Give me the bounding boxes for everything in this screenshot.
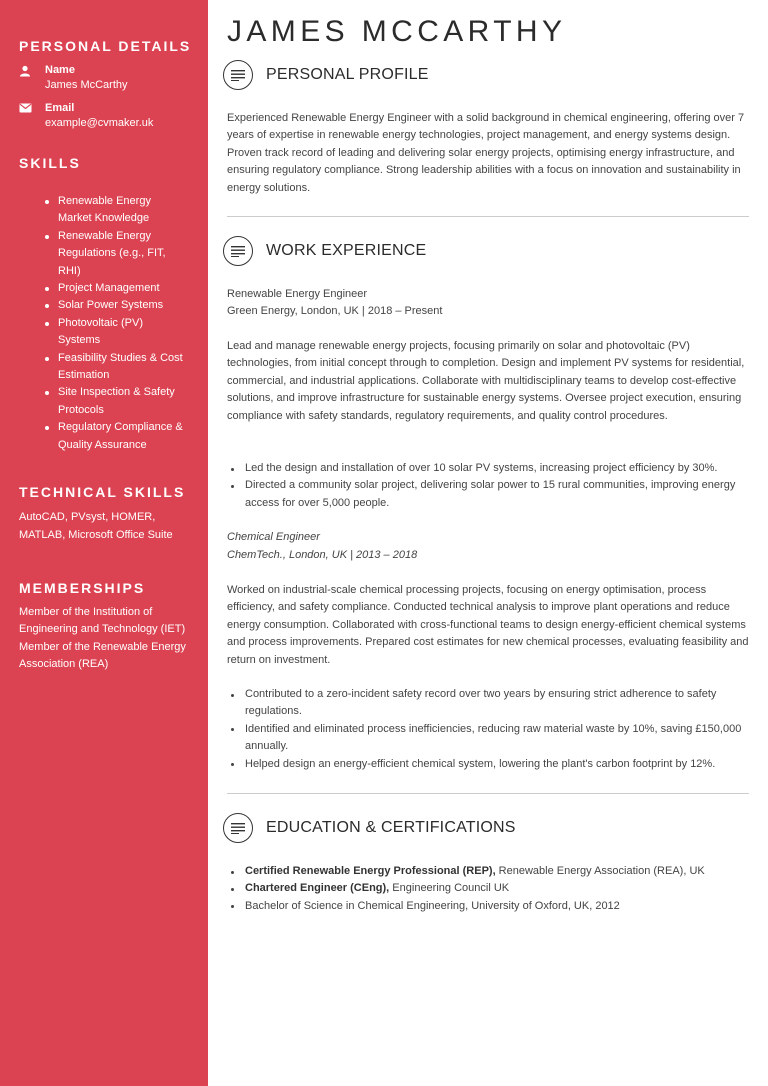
detail-name	[19, 63, 208, 93]
name-value: James McCarthy	[45, 79, 128, 91]
skill-item: Feasibility Studies & Cost Estimation	[45, 350, 185, 385]
achievement-item: Led the design and installation of over 10 solar PV systems, increasing project efficiency by 30%.	[227, 460, 749, 477]
skill-item: Renewable Energy Market Knowledge	[45, 193, 185, 228]
job-achievements	[227, 686, 749, 773]
work-section-header	[227, 236, 426, 266]
candidate-name: JAMES MCCARTHY	[227, 15, 567, 48]
job-description: Lead and manage renewable energy projects, focusing primarily on solar and photovoltaic (PV) technologies, from initial concept through to completion. Design and implement PV systems for residential, commercial, and industrial applications. Collaborate with multidisciplinary teams to develop cost-effective solutions, and improve infrastructure for sustainable energy systems. Oversee project execution, ensuring compliance with safety standards, regulatory requirements, and quality control procedures.	[227, 340, 745, 422]
skill-item: Solar Power Systems	[45, 297, 185, 314]
lines-icon	[223, 60, 253, 90]
job-description: Worked on industrial-scale chemical processing projects, focusing on energy optimisation, process efficiency, and safety compliance. Conducted technical analysis to improve plant operations and reduce energy consumption. Collaborated with cross-functional teams to design energy-efficient chemical systems and process improvements. Prepared cost estimates for new chemical processes, evaluating feasibility and return on investment.	[227, 584, 749, 666]
education-item	[227, 880, 749, 897]
achievement-item: Directed a community solar project, delivering solar power to 15 rural communities, improving energy access for over 5,000 people.	[227, 477, 749, 512]
profile-section-header	[227, 60, 429, 90]
education-item-rest: Bachelor of Science in Chemical Engineering, University of Oxford, UK, 2012	[245, 899, 620, 912]
skill-item: Site Inspection & Safety Protocols	[45, 384, 185, 419]
divider	[227, 216, 749, 217]
achievement-item: Helped design an energy-efficient chemical system, lowering the plant's carbon footprint by 12%.	[227, 756, 749, 773]
email-label: Email	[45, 102, 75, 114]
job-role: Renewable Energy Engineer	[227, 288, 368, 300]
education-item-rest: Renewable Energy Association (REA), UK	[495, 865, 705, 877]
skill-item: Photovoltaic (PV) Systems	[45, 315, 185, 350]
job-role: Chemical Engineer	[227, 531, 320, 543]
education-item-bold: Certified Renewable Energy Professional (REP),	[245, 865, 496, 877]
email-icon	[19, 101, 45, 113]
profile-text: Experienced Renewable Energy Engineer with a solid background in chemical engineering, offering over 7 years of expertise in renewable energy technologies, project management, and energy systems design. Proven track record of leading and delivering solar energy projects, optimising energy infrastructure, and ensuring regulatory compliance. Strong leadership abilities with a focus on innovation and sustainability in energy solutions.	[227, 112, 745, 194]
job-company: ChemTech., London, UK | 2013 – 2018	[227, 549, 418, 561]
achievement-item: Contributed to a zero-incident safety record over two years by ensuring strict adherence to safety regulations.	[227, 686, 749, 721]
job-company: Green Energy, London, UK | 2018 – Present	[227, 305, 443, 317]
skills-heading: SKILLS	[19, 155, 81, 171]
technical-skills-text: AutoCAD, PVsyst, HOMER, MATLAB, Microsoft Office Suite	[19, 511, 173, 541]
membership-item: Member of the Renewable Energy Association (REA)	[19, 640, 186, 671]
skill-item: Project Management	[45, 280, 185, 297]
education-item-bold: Chartered Engineer (CEng),	[245, 882, 390, 895]
achievement-item: Identified and eliminated process inefficiencies, reducing raw material waste by 10%, saving £150,000 annually.	[227, 721, 749, 756]
profile-title: PERSONAL PROFILE	[266, 66, 429, 83]
memberships-heading: MEMBERSHIPS	[19, 579, 146, 596]
work-title: WORK EXPERIENCE	[266, 242, 427, 259]
education-section-header	[227, 813, 516, 843]
lines-icon	[223, 236, 253, 266]
skill-item: Regulatory Compliance & Quality Assurance	[45, 419, 185, 454]
education-title: EDUCATION & CERTIFICATIONS	[266, 819, 516, 836]
membership-item: Member of the Institution of Engineering and Technology (IET)	[19, 605, 186, 636]
lines-icon	[223, 813, 253, 843]
technical-skills-heading: TECHNICAL SKILLS	[19, 484, 186, 501]
education-list	[227, 863, 749, 915]
divider	[227, 793, 749, 794]
personal-details-heading: PERSONAL DETAILS	[19, 38, 192, 54]
job-achievements	[227, 460, 749, 512]
person-icon	[19, 63, 45, 77]
skills-list	[45, 193, 185, 454]
education-item-rest: Engineering Council UK	[389, 882, 510, 895]
education-item	[227, 863, 749, 880]
detail-email	[19, 101, 208, 131]
education-item	[227, 898, 749, 915]
sidebar	[0, 0, 208, 1086]
skill-item: Renewable Energy Regulations (e.g., FIT, RHI)	[45, 228, 185, 280]
email-value[interactable]: example@cvmaker.uk	[45, 117, 154, 129]
name-label: Name	[45, 64, 75, 76]
